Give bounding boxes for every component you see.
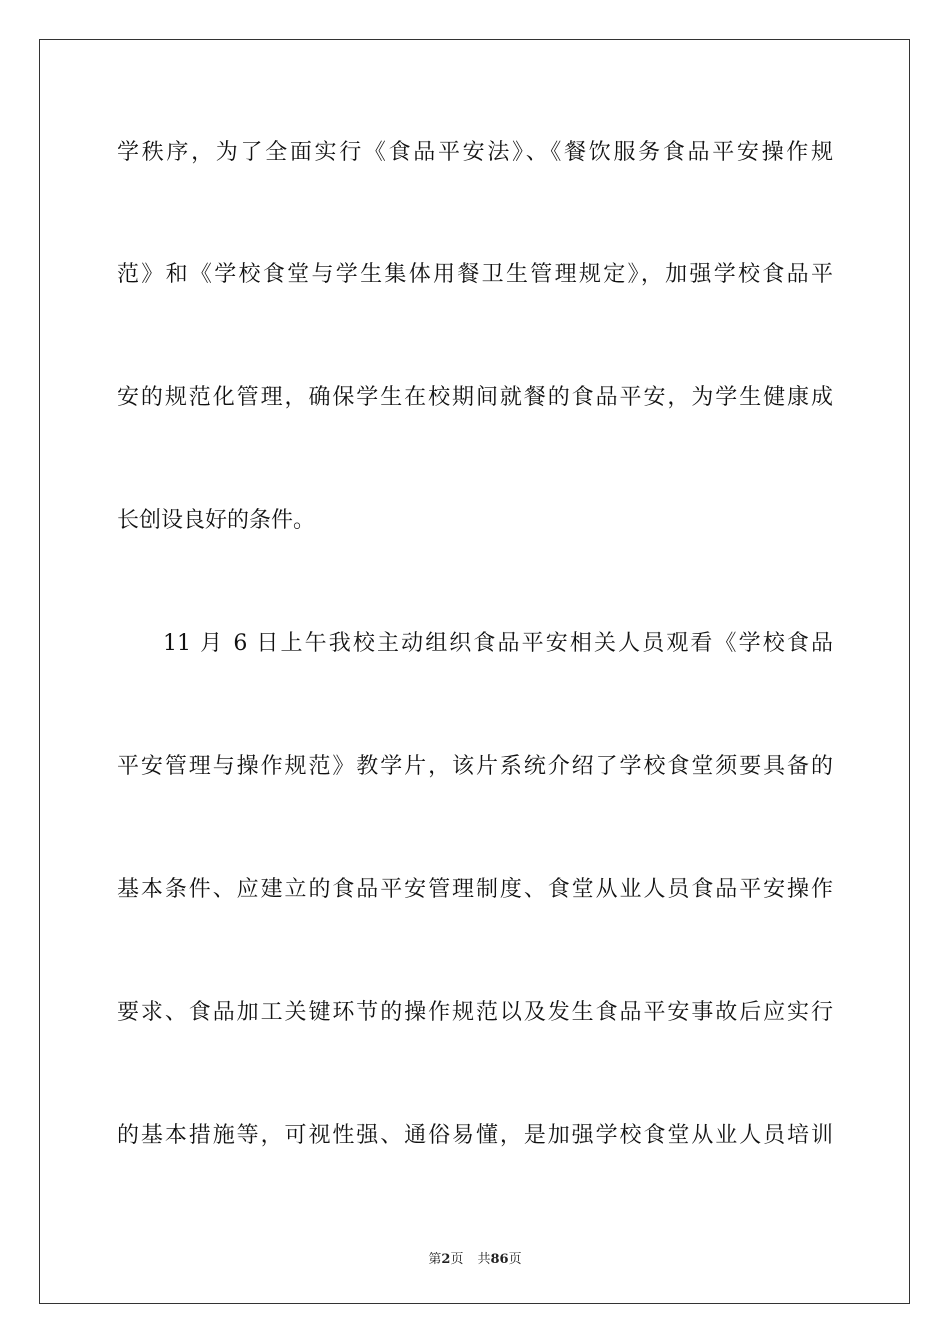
- page-prefix: 第: [428, 1252, 442, 1267]
- total-suffix: 页: [508, 1252, 522, 1267]
- total-prefix: 共: [477, 1252, 491, 1267]
- paragraph-line-7: 基本条件、应建立的食品平安管理制度、食堂从业人员食品平安操作: [117, 877, 833, 902]
- paragraph-line-2: 范》和《学校食堂与学生集体用餐卫生管理规定》，加强学校食品平: [117, 262, 833, 287]
- page-footer: [0, 1248, 950, 1267]
- page-number: 2: [441, 1252, 451, 1267]
- paragraph-line-8: 要求、食品加工关键环节的操作规范以及发生食品平安事故后应实行: [117, 1000, 833, 1025]
- paragraph-line-1: 学秩序，为了全面实行《食品平安法》、《餐饮服务食品平安操作规: [117, 140, 833, 165]
- paragraph-line-9: 的基本措施等，可视性强、通俗易懂，是加强学校食堂从业人员培训: [117, 1123, 833, 1148]
- page-border: [39, 39, 910, 1304]
- paragraph-line-3: 安的规范化管理，确保学生在校期间就餐的食品平安，为学生健康成: [117, 385, 833, 410]
- total-pages: 86: [490, 1252, 509, 1267]
- paragraph-line-6: 平安管理与操作规范》教学片，该片系统介绍了学校食堂须要具备的: [117, 754, 833, 779]
- page-suffix: 页: [450, 1252, 464, 1267]
- paragraph-line-4: 长创设良好的条件。: [117, 508, 316, 533]
- paragraph-line-5: 11 月 6 日上午我校主动组织食品平安相关人员观看《学校食品: [163, 631, 833, 656]
